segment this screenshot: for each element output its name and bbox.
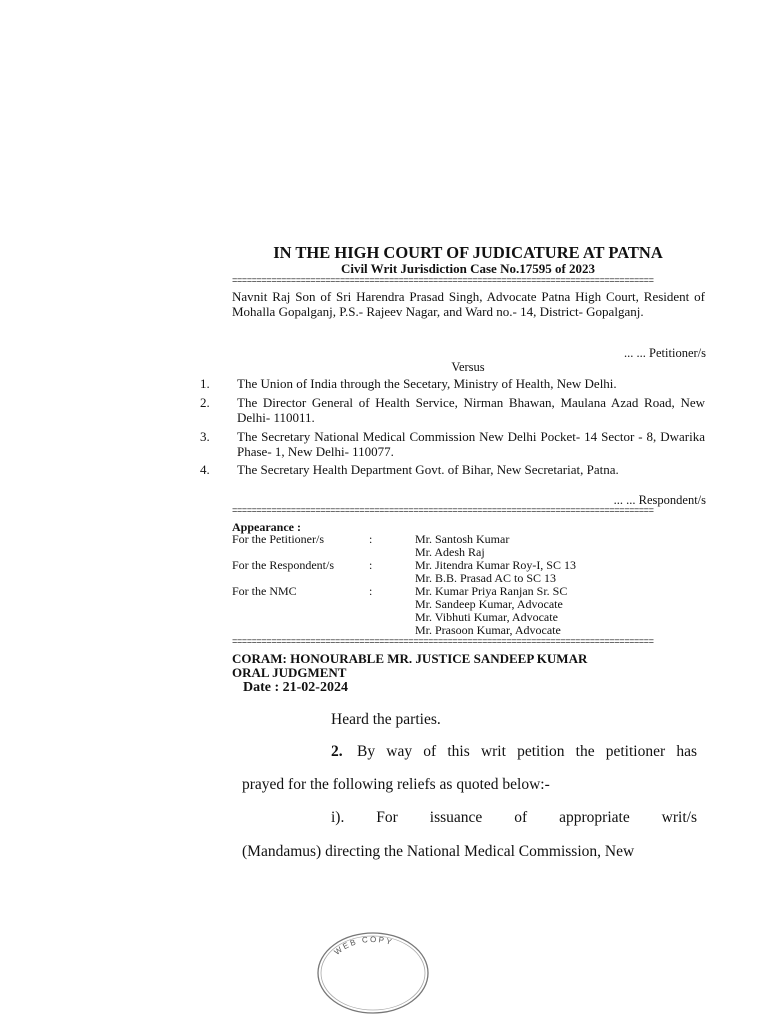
respondent-text: The Director General of Health Service, Nirman Bhawan, Maulana Azad Road, New Delhi- 110011. — [237, 395, 705, 425]
respondent-text: The Secretary National Medical Commission New Delhi Pocket- 14 Sector - 8, Dwarika Phase- 1, New Delhi- 110077. — [237, 429, 705, 459]
counsel-name: Mr. Vibhuti Kumar, Advocate — [415, 610, 558, 624]
counsel-name: Mr. Kumar Priya Ranjan Sr. SC — [415, 584, 568, 598]
respondent-number: 2. — [200, 395, 210, 410]
counsel-name: Mr. Adesh Raj — [415, 545, 485, 559]
colon: : — [369, 584, 373, 598]
web-copy-seal — [316, 930, 430, 1014]
colon: : — [369, 532, 373, 546]
party-label: For the Petitioner/s — [232, 532, 324, 546]
respondent-text: The Secretary Health Department Govt. of Bihar, New Secretariat, Patna. — [237, 462, 619, 477]
body-line: By way of this writ petition the petitioner has — [357, 743, 697, 760]
seal-text: WEB COPY — [332, 934, 395, 957]
appearance-label: Appearance : — [232, 520, 301, 534]
party-label: For the NMC — [232, 584, 297, 598]
respondent-item — [200, 462, 705, 477]
case-number: Civil Writ Jurisdiction Case No.17595 of 2023 — [340, 261, 596, 276]
counsel-name: Mr. Santosh Kumar — [415, 532, 510, 546]
counsel-name: Mr. Jitendra Kumar Roy-I, SC 13 — [415, 558, 576, 572]
coram-line: CORAM: HONOURABLE MR. JUSTICE SANDEEP KUMAR — [232, 651, 588, 666]
body-line: prayed for the following reliefs as quoted below:- — [242, 776, 550, 793]
party-label: For the Respondent/s — [232, 558, 334, 572]
seal-stamp-icon — [316, 930, 430, 1014]
relief-line: (Mandamus) directing the National Medical Commission, New — [242, 843, 635, 860]
separator: ====================================================================================== — [232, 639, 654, 647]
separator: ====================================================================================== — [232, 508, 654, 516]
versus-label: Versus — [451, 360, 485, 374]
respondent-item — [200, 395, 705, 425]
respondent-item — [200, 429, 705, 459]
separator: ====================================================================================== — [232, 278, 654, 286]
counsel-name: Mr. B.B. Prasad AC to SC 13 — [415, 571, 557, 585]
respondent-number: 3. — [200, 429, 210, 444]
court-title: IN THE HIGH COURT OF JUDICATURE AT PATNA — [273, 243, 663, 262]
respondent-tag: ... ... Respondent/s — [613, 493, 706, 507]
counsel-name: Mr. Sandeep Kumar, Advocate — [415, 597, 563, 611]
judgment-date: Date : 21-02-2024 — [243, 680, 348, 695]
petitioner-description: Navnit Raj Son of Sri Harendra Prasad Singh, Advocate Patna High Court, Resident of Mohalla Gopalganj, P.S.- Rajeev Nagar, and Ward no.- 14, District- Gopalganj. — [232, 289, 705, 319]
counsel-name: Mr. Prasoon Kumar, Advocate — [415, 623, 561, 637]
respondent-number: 1. — [200, 376, 210, 391]
svg-text:WEB COPY — [333, 935, 395, 957]
body-line-heard: Heard the parties. — [331, 711, 441, 728]
oral-judgment-heading: ORAL JUDGMENT — [232, 665, 347, 680]
colon: : — [369, 558, 373, 572]
respondent-text: The Union of India through the Secetary, Ministry of Health, New Delhi. — [237, 376, 617, 391]
respondent-number: 4. — [200, 462, 210, 477]
petitioner-tag: ... ... Petitioner/s — [624, 346, 706, 360]
paragraph-number: 2. — [331, 743, 343, 760]
relief-line: i). For issuance of appropriate writ/s — [331, 809, 697, 826]
respondent-item — [200, 376, 705, 391]
